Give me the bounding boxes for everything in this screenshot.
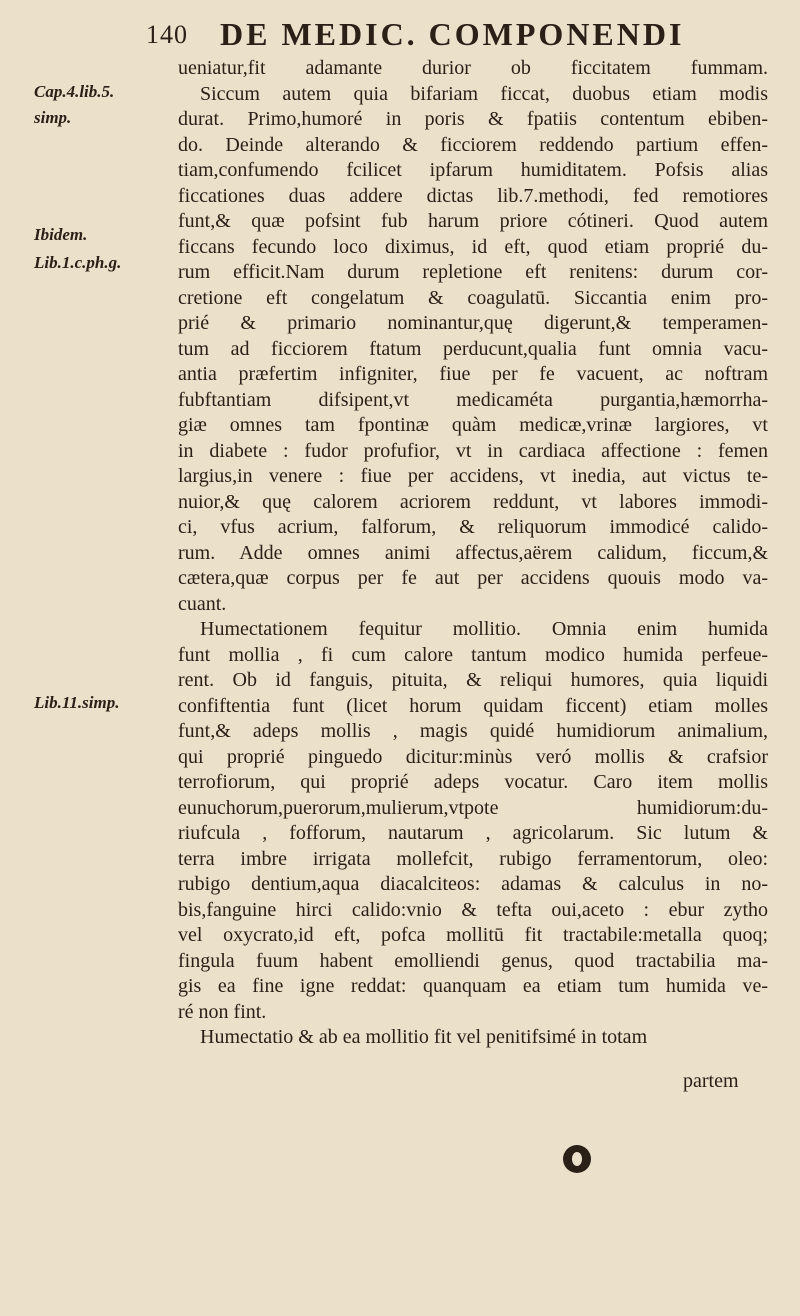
page-number: 140 [146, 20, 188, 49]
margin-note: Lib.1.c.ph.g. [34, 253, 122, 272]
text-line: cuant. [178, 592, 227, 615]
text-line: terrofiorum, qui proprié adeps vocatur. Caro item mollis [178, 771, 768, 793]
text-line: in diabete : fudor profufior, vt in cardiaca affectione : femen [178, 439, 768, 462]
text-line: rubigo dentium,aqua diacalciteos: adamas & calculus in no- [178, 873, 768, 895]
text-line: prié & primario nominantur,quę digerunt,& temperamen- [178, 312, 768, 334]
text-line: riufcula , fofforum, nautarum , agricolarum. Sic lutum & [178, 822, 768, 844]
margin-note: Lib.11.simp. [34, 693, 120, 712]
running-title: DE MEDIC. COMPONENDI [220, 16, 685, 52]
text-line: cætera,quæ corpus per fe aut per accidens quouis modo va- [178, 567, 768, 589]
text-line: eunuchorum,puerorum,mulierum,vtpote humidiorum:du- [178, 796, 768, 819]
text-line: durat. Primo,humoré in poris & fpatiis contentum ebiben- [178, 108, 768, 130]
text-line: funt,& adeps mollis , magis quidé humidiorum animalium, [178, 720, 768, 742]
text-line: tiam,confumendo fcilicet ipfarum humiditatem. Pofsis alias [178, 159, 768, 181]
text-line: bis,fanguine hirci calido:vnio & tefta oui,aceto : ebur zytho [178, 898, 768, 921]
text-line: Humectationem fequitur mollitio. Omnia enim humida [200, 618, 768, 640]
text-line: rum. Adde omnes animi affectus,aërem calidum, ficcum,& [178, 541, 768, 564]
body-text [178, 56, 768, 1051]
text-line: largius,in venere : fiue per accidens, vt inedia, aut victus te- [178, 465, 768, 487]
text-line: qui proprié pinguedo dicitur:minùs veró mollis & crafsior [178, 745, 768, 768]
text-line: ficcans fecundo loco diximus, id eft, quod etiam proprié du- [178, 235, 768, 258]
text-line: rum efficit.Nam durum repletione eft renitens: durum cor- [178, 261, 768, 283]
text-line: funt mollia , fi cum calore tantum modico humida perfeue- [178, 643, 768, 666]
text-line: cretione eft congelatum & coagulatū. Siccantia enim pro- [178, 286, 768, 309]
text-line: ré non fint. [178, 1000, 267, 1023]
margin-note: Ibidem. [34, 225, 88, 244]
text-line: ci, vfus acrium, falforum, & reliquorum immodicé calido- [178, 516, 768, 538]
text-line: nuior,& quę calorem acriorem reddunt, vt labores immodi- [178, 490, 768, 513]
text-line: Siccum autem quia bifariam ficcat, duobus etiam modis [200, 82, 768, 105]
text-line: terra imbre irrigata mollefcit, rubigo ferramentorum, oleo: [178, 847, 768, 870]
text-line: tum ad ficciorem ftatum perducunt,qualia funt omnia vacu- [178, 337, 768, 360]
text-line: ficcationes duas addere dictas lib.7.methodi, fed remotiores [178, 184, 768, 207]
text-line: vel oxycrato,id eft, pofca mollitū fit tractabile:metalla quoq; [178, 924, 768, 946]
text-line: gis ea fine igne reddat: quanquam ea etiam tum humida ve- [178, 975, 768, 997]
text-line: antia præfertim infigniter, fiue per fe vacuent, ac noftram [178, 363, 768, 385]
page-header [0, 14, 800, 54]
text-line: funt,& quæ pofsint fub harum priore cótineri. Quod autem [178, 210, 768, 232]
catchword: partem [683, 1070, 739, 1092]
text-line: fubftantiam difsipent,vt medicaméta purgantia,hæmorrha- [178, 388, 768, 411]
text-line: Humectatio & ab ea mollitio fit vel penitifsimé in totam [200, 1026, 648, 1048]
text-line: fingula fuum habent emolliendi genus, quod tractabilia ma- [178, 949, 768, 972]
text-line: ueniatur,fit adamante durior ob ficcitatem fummam. [178, 57, 768, 79]
text-line: confiftentia funt (licet horum quidam ficcent) etiam molles [178, 694, 768, 717]
margin-note: simp. [34, 108, 72, 127]
text-line: do. Deinde alterando & ficciorem reddendo partium effen- [178, 133, 768, 156]
printer-ornament-icon [563, 1145, 591, 1173]
margin-note: Cap.4.lib.5. [34, 82, 115, 101]
text-line: giæ omnes tam fpontinæ quàm medicæ,vrinæ largiores, vt [178, 414, 768, 436]
text-line: rent. Ob id fanguis, pituita, & reliqui humores, quia liquidi [178, 669, 768, 691]
